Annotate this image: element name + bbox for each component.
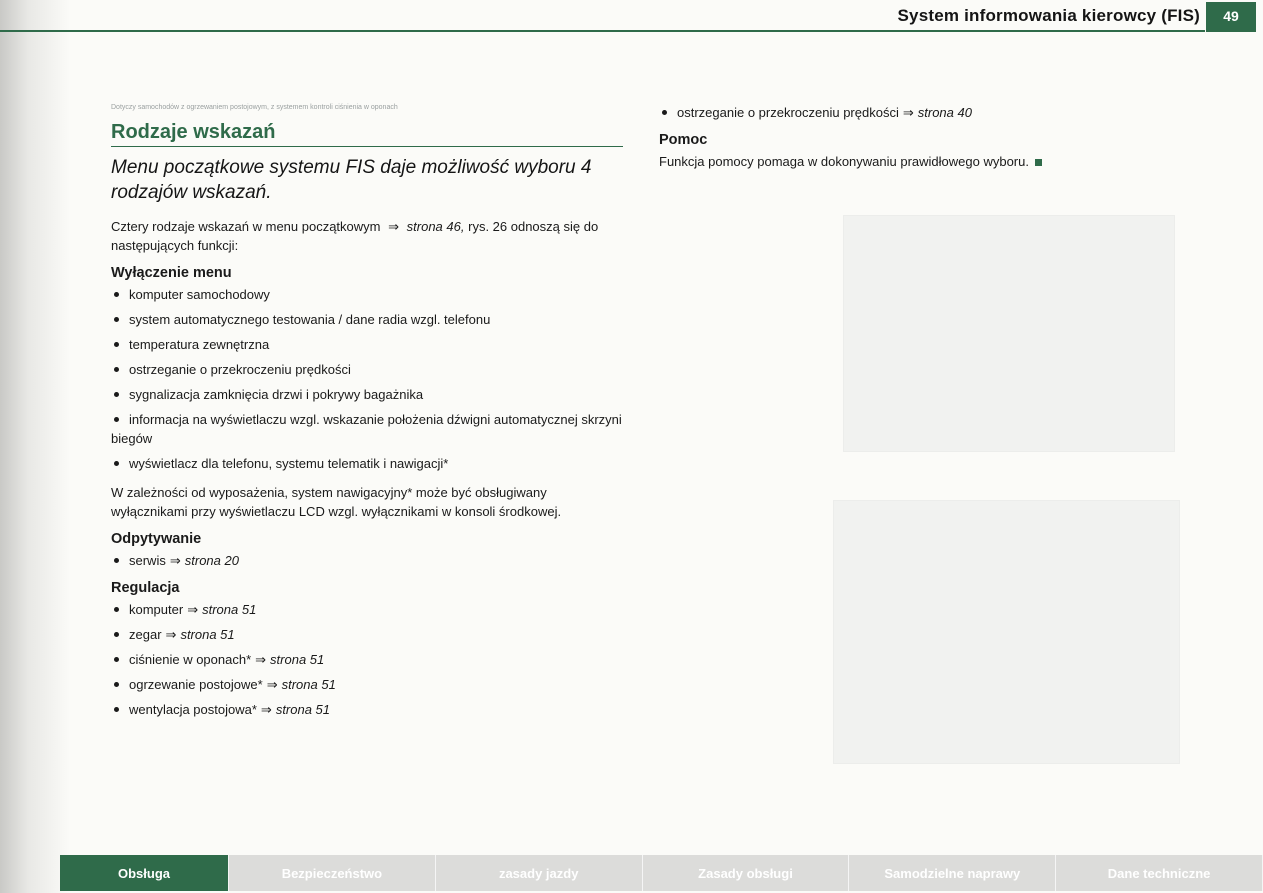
list-item	[111, 675, 623, 694]
arrow-icon: ⇒	[902, 105, 914, 120]
page-reference[interactable]: strona 51	[281, 677, 336, 692]
regulation-list	[111, 600, 623, 719]
page-reference[interactable]: strona 51	[270, 652, 325, 667]
list-item-text: zegar	[129, 627, 162, 642]
list-item-text: serwis	[129, 553, 166, 568]
navigation-paragraph: W zależności od wyposażenia, system nawigacyjny* może być obsługiwany wyłącznikami przy wyświetlaczu LCD wzgl. wyłącznikami w konsoli środkowej.	[111, 485, 562, 519]
page-reference[interactable]: strona 46,	[406, 219, 465, 234]
tab-obsluga[interactable]: Obsługa	[60, 855, 229, 891]
bleed-through-image-top	[843, 215, 1175, 452]
help-text: Funkcja pomocy pomaga w dokonywaniu prawidłowego wyboru.	[659, 154, 1029, 169]
tab-zasady-jazdy[interactable]: zasady jazdy	[436, 855, 643, 891]
list-item-text: temperatura zewnętrzna	[129, 337, 270, 352]
bullet-icon	[114, 461, 119, 466]
list-item	[111, 310, 623, 329]
page-reference[interactable]: strona 40	[917, 105, 972, 120]
end-of-section-icon	[1035, 159, 1042, 166]
bullet-icon	[114, 317, 119, 322]
intro-text: Cztery rodzaje wskazań w menu początkowym	[111, 219, 381, 234]
arrow-icon: ⇒	[187, 602, 199, 617]
list-item-text: informacja na wyświetlaczu wzgl. wskazanie położenia dźwigni automatycznej skrzyni biegów	[111, 412, 622, 446]
bullet-icon	[114, 342, 119, 347]
list-item	[111, 625, 623, 644]
list-item-text: system automatycznego testowania / dane radia wzgl. telefonu	[129, 312, 491, 327]
page-reference[interactable]: strona 51	[202, 602, 257, 617]
footer-tab-bar	[60, 855, 1263, 891]
lead-text: Menu początkowe systemu FIS daje możliwość wyboru 4 rodzajów wskazań.	[111, 157, 592, 203]
list-item	[111, 360, 623, 379]
heading-help: Pomoc	[659, 132, 708, 148]
tab-bezpieczenstwo[interactable]: Bezpieczeństwo	[229, 855, 436, 891]
arrow-icon: ⇒	[165, 627, 177, 642]
list-item-text: komputer samochodowy	[129, 287, 270, 302]
tab-dane-techniczne[interactable]: Dane techniczne	[1056, 855, 1263, 891]
list-item	[111, 700, 623, 719]
arrow-icon: ⇒	[260, 702, 272, 717]
list-item-text: ciśnienie w oponach*	[129, 652, 252, 667]
list-item-text: ostrzeganie o przekroczeniu prędkości	[129, 362, 351, 377]
arrow-icon: ⇒	[266, 677, 278, 692]
right-column	[659, 103, 1179, 181]
left-column	[111, 103, 623, 729]
list-item-text: ogrzewanie postojowe*	[129, 677, 263, 692]
page-spine-shadow	[0, 0, 70, 893]
list-item	[111, 335, 623, 354]
header-rule	[0, 30, 1205, 32]
bullet-icon	[114, 392, 119, 397]
query-list	[111, 551, 623, 570]
section-title: Rodzaje wskazań	[111, 121, 623, 147]
page-number: 49	[1206, 2, 1256, 32]
bullet-icon	[114, 558, 119, 563]
list-item	[111, 385, 623, 404]
bullet-icon	[114, 417, 119, 422]
tab-samodzielne-naprawy[interactable]: Samodzielne naprawy	[849, 855, 1056, 891]
bullet-icon	[114, 367, 119, 372]
arrow-icon: ⇒	[388, 219, 400, 234]
list-item	[111, 551, 623, 570]
bullet-icon	[114, 632, 119, 637]
bleed-through-image-bottom	[833, 500, 1180, 764]
heading-regulation: Regulacja	[111, 580, 180, 596]
chapter-title: System informowania kierowcy (FIS)	[897, 6, 1200, 25]
applicability-note: Dotyczy samochodów z ogrzewaniem postojowym, z systemem kontroli ciśnienia w oponach	[111, 104, 398, 111]
list-item-text: komputer	[129, 602, 184, 617]
bullet-icon	[114, 607, 119, 612]
list-item-text: ostrzeganie o przekroczeniu prędkości	[677, 105, 899, 120]
page-reference[interactable]: strona 51	[275, 702, 331, 717]
bullet-icon	[114, 292, 119, 297]
page-reference[interactable]: strona 51	[180, 627, 235, 642]
list-item	[111, 410, 623, 448]
intro-paragraph	[111, 217, 623, 255]
page-reference[interactable]: strona 20	[184, 553, 239, 568]
heading-query: Odpytywanie	[111, 531, 202, 547]
speed-list	[659, 103, 1179, 122]
list-item	[111, 600, 623, 619]
arrow-icon: ⇒	[255, 652, 267, 667]
list-item	[659, 103, 1179, 122]
list-item	[111, 285, 623, 304]
list-item-text: wentylacja postojowa*	[129, 702, 257, 717]
arrow-icon: ⇒	[169, 553, 181, 568]
intro-rest: rys. 26 odnoszą się do następujących funkcji:	[111, 219, 599, 253]
list-item	[111, 650, 623, 669]
tab-zasady-obslugi[interactable]: Zasady obsługi	[643, 855, 850, 891]
menu-off-list	[111, 285, 623, 473]
bullet-icon	[114, 682, 119, 687]
heading-menu-off: Wyłączenie menu	[111, 265, 232, 281]
bullet-icon	[114, 707, 119, 712]
bullet-icon	[114, 657, 119, 662]
list-item-text: wyświetlacz dla telefonu, systemu telematik i nawigacji*	[129, 456, 449, 471]
list-item-text: sygnalizacja zamknięcia drzwi i pokrywy bagażnika	[129, 387, 424, 402]
bullet-icon	[662, 110, 667, 115]
help-paragraph	[659, 152, 1179, 171]
list-item	[111, 454, 623, 473]
